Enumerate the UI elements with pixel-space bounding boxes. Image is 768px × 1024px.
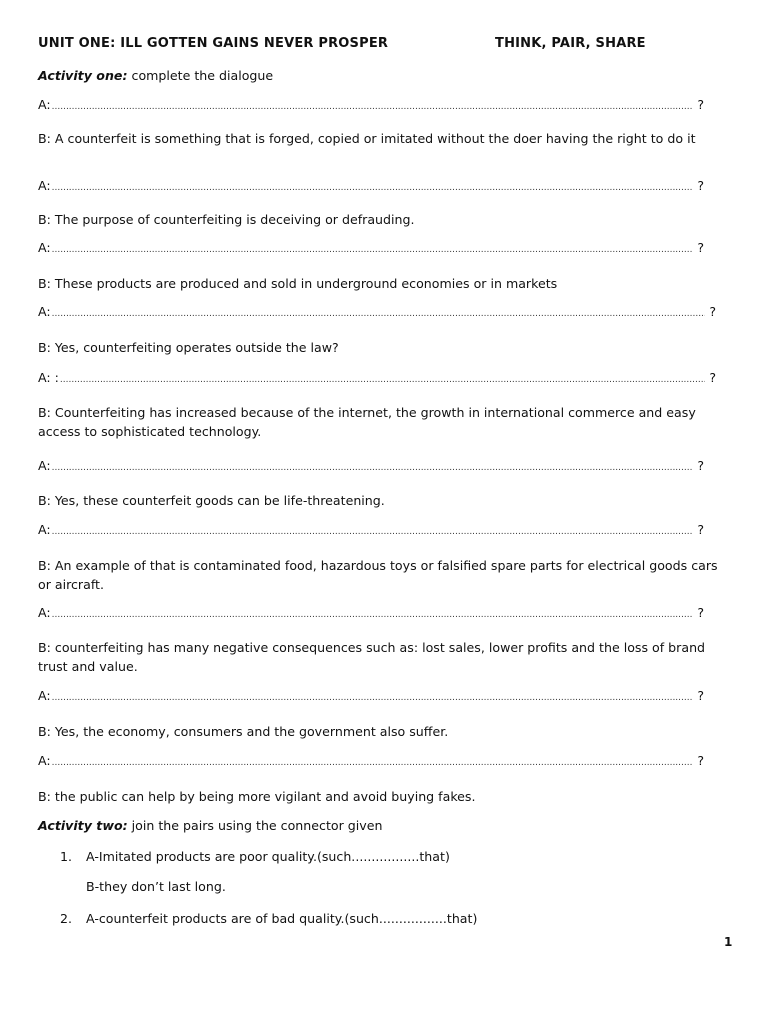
blank-answer-dots[interactable] — [52, 309, 706, 319]
statement-text: These products are produced and sold in underground economies or in markets — [54, 276, 558, 291]
speaker-label: A: — [38, 605, 51, 620]
answer-line — [38, 688, 704, 703]
activity-one-heading — [38, 68, 273, 83]
dialogue-statement — [38, 403, 730, 441]
exercise-2-a — [60, 911, 477, 926]
blank-answer-dots[interactable] — [52, 527, 694, 537]
exercise-2-number: 2. — [60, 911, 73, 926]
blank-answer-dots[interactable] — [52, 245, 694, 255]
speaker-label: A: — [38, 240, 51, 255]
speaker-label: A: — [38, 753, 51, 768]
unit-title: UNIT ONE: ILL GOTTEN GAINS NEVER PROSPER — [38, 36, 389, 51]
dialogue-statement — [38, 210, 730, 229]
speaker-label: B: — [38, 789, 51, 804]
activity-one-instruction: complete the dialogue — [131, 68, 274, 83]
blank-answer-dots[interactable] — [52, 758, 694, 768]
blank-answer-dots[interactable] — [52, 610, 694, 620]
dialogue-statement — [38, 556, 730, 594]
dialogue-statement — [38, 274, 730, 293]
page-number: 1 — [724, 935, 733, 949]
speaker-label: B: — [38, 493, 51, 508]
statement-text: The purpose of counterfeiting is deceiving or defrauding. — [54, 212, 415, 227]
statement-text: Yes, these counterfeit goods can be life-threatening. — [54, 493, 385, 508]
speaker-label: A: — [38, 688, 51, 703]
answer-line — [38, 522, 704, 537]
activity-one-label: Activity one: — [38, 68, 128, 83]
dialogue-statement — [38, 129, 730, 148]
exercise-1-number: 1. — [60, 849, 73, 864]
question-mark: ? — [697, 605, 704, 620]
speaker-label: A: — [38, 522, 51, 537]
exercise-1-a — [60, 849, 450, 864]
blank-answer-dots[interactable] — [52, 693, 694, 703]
question-mark: ? — [697, 240, 704, 255]
dialogue-statement — [38, 722, 730, 741]
speaker-label: B: — [38, 340, 51, 355]
question-mark: ? — [697, 458, 704, 473]
question-mark: ? — [697, 522, 704, 537]
speaker-label: B: — [38, 131, 51, 146]
answer-line — [38, 97, 704, 112]
answer-line — [38, 304, 716, 319]
exercise-1-a-text: A-Imitated products are poor quality.(such.................that) — [86, 849, 450, 864]
answer-line — [38, 240, 704, 255]
statement-text: the public can help by being more vigilant and avoid buying fakes. — [54, 789, 476, 804]
exercise-2-a-text: A-counterfeit products are of bad quality.(such.................that) — [86, 911, 478, 926]
answer-line — [38, 753, 704, 768]
dialogue-statement — [38, 338, 730, 357]
statement-text: Yes, counterfeiting operates outside the law? — [54, 340, 339, 355]
statement-text: A counterfeit is something that is forged, copied or imitated without the doer having the right to do it — [54, 131, 696, 146]
question-mark: ? — [697, 178, 704, 193]
dialogue-statement — [38, 638, 730, 676]
answer-line — [38, 605, 704, 620]
speaker-label: B: — [38, 405, 51, 420]
blank-answer-dots[interactable] — [52, 102, 694, 112]
speaker-label: B: — [38, 276, 51, 291]
question-mark: ? — [697, 688, 704, 703]
question-mark: ? — [709, 370, 716, 385]
statement-text: counterfeiting has many negative consequences such as: lost sales, lower profits and the loss of brand trust and value. — [38, 640, 706, 674]
question-mark: ? — [697, 97, 704, 112]
activity-two-heading — [38, 818, 382, 833]
speaker-label: B: — [38, 640, 51, 655]
speaker-label: A: — [38, 458, 51, 473]
speaker-label: A: — [38, 178, 51, 193]
dialogue-statement — [38, 787, 730, 806]
blank-answer-dots[interactable] — [52, 463, 694, 473]
answer-line — [38, 370, 716, 385]
dialogue-statement — [38, 491, 730, 510]
answer-line — [38, 458, 704, 473]
answer-line — [38, 178, 704, 193]
statement-text: An example of that is contaminated food, hazardous toys or falsified spare parts for electrical goods cars or aircraft. — [38, 558, 718, 592]
statement-text: Counterfeiting has increased because of the internet, the growth in international commerce and easy access to sophisticated technology. — [38, 405, 696, 439]
speaker-label: A: — [38, 97, 51, 112]
blank-answer-dots[interactable] — [60, 375, 705, 385]
speaker-label: B: — [38, 558, 51, 573]
statement-text: Yes, the economy, consumers and the government also suffer. — [54, 724, 449, 739]
question-mark: ? — [709, 304, 716, 319]
blank-answer-dots[interactable] — [52, 183, 694, 193]
speaker-label: A: — [38, 304, 51, 319]
speaker-label: B: — [38, 724, 51, 739]
question-mark: ? — [697, 753, 704, 768]
speaker-label: A: : — [38, 370, 59, 385]
activity-two-instruction: join the pairs using the connector given — [131, 818, 383, 833]
activity-mode-title: THINK, PAIR, SHARE — [495, 36, 646, 51]
speaker-label: B: — [38, 212, 51, 227]
activity-two-label: Activity two: — [38, 818, 128, 833]
exercise-1-b: B-they don’t last long. — [86, 879, 226, 894]
